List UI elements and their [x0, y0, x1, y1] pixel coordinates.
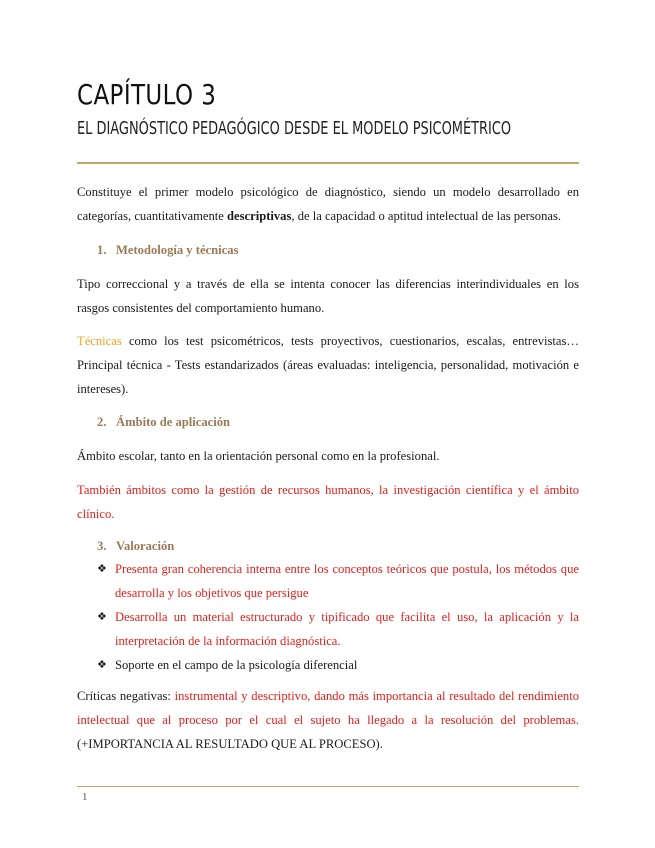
- techniques-label: Técnicas: [77, 334, 122, 348]
- list-item: [97, 557, 579, 605]
- intro-text-before: Constituye el primer modelo psicológico de diagnóstico, siendo un modelo desarrollado en categorías, cuantitativamente: [77, 185, 579, 223]
- list-item-text: Desarrolla un material estructurado y tipificado que facilita el uso, la aplicación y la interpretación de la información diagnóstica.: [115, 610, 579, 648]
- techniques-text: como los test psicométricos, tests proyectivos, cuestionarios, escalas, entrevistas… Principal técnica - Tests estandarizados (áreas evaluadas: inteligencia, personalidad, motivación e intereses).: [77, 334, 579, 396]
- section-heading-2: [97, 412, 230, 432]
- list-item-text: Soporte en el campo de la psicología diferencial: [115, 658, 358, 672]
- chapter-subtitle: EL DIAGNÓSTICO PEDAGÓGICO DESDE EL MODELO PSICOMÉTRICO: [77, 119, 512, 139]
- page-number: 1: [82, 791, 88, 803]
- critics-paragraph: [77, 684, 579, 756]
- scope-paragraph: Ámbito escolar, tanto en la orientación personal como en la profesional.: [77, 449, 440, 463]
- section-title: Valoración: [116, 539, 175, 553]
- section-number: 1.: [97, 243, 107, 257]
- intro-paragraph: [77, 180, 579, 228]
- section-number: 3.: [97, 539, 107, 553]
- valoracion-list: [97, 557, 579, 677]
- intro-bold-term: descriptivas: [227, 209, 292, 223]
- critics-tail: (+IMPORTANCIA AL RESULTADO QUE AL PROCESO).: [77, 737, 383, 751]
- techniques-paragraph: [77, 329, 579, 401]
- critics-label: Críticas negativas:: [77, 689, 175, 703]
- scope-extra-paragraph: También ámbitos como la gestión de recursos humanos, la investigación científica y el ámbito clínico.: [77, 483, 579, 521]
- footer-divider: [77, 786, 579, 787]
- diamond-bullet-icon: ❖: [97, 562, 107, 575]
- critics-red-text: instrumental y descriptivo, dando más importancia al resultado del rendimiento intelectual que al proceso por el cual el sujeto ha llegado a la resolución del problemas.: [77, 689, 579, 727]
- list-item: [97, 605, 579, 653]
- section-number: 2.: [97, 415, 107, 429]
- section-heading-3: [97, 536, 174, 556]
- section-heading-1: [97, 240, 238, 260]
- list-item: [97, 653, 579, 677]
- title-divider: [77, 162, 579, 164]
- section-title: Metodología y técnicas: [116, 243, 239, 257]
- section-title: Ámbito de aplicación: [116, 415, 231, 429]
- list-item-text: Presenta gran coherencia interna entre los conceptos teóricos que postula, los métodos que desarrolla y los objetivos que persigue: [115, 562, 579, 600]
- diamond-bullet-icon: ❖: [97, 610, 107, 623]
- chapter-title: CAPÍTULO 3: [77, 78, 217, 111]
- methodology-paragraph: Tipo correccional y a través de ella se intenta conocer las diferencias interindividuales en los rasgos consistentes del comportamiento humano.: [77, 277, 579, 315]
- diamond-bullet-icon: ❖: [97, 658, 107, 671]
- intro-text-after: , de la capacidad o aptitud intelectual de las personas.: [291, 209, 562, 223]
